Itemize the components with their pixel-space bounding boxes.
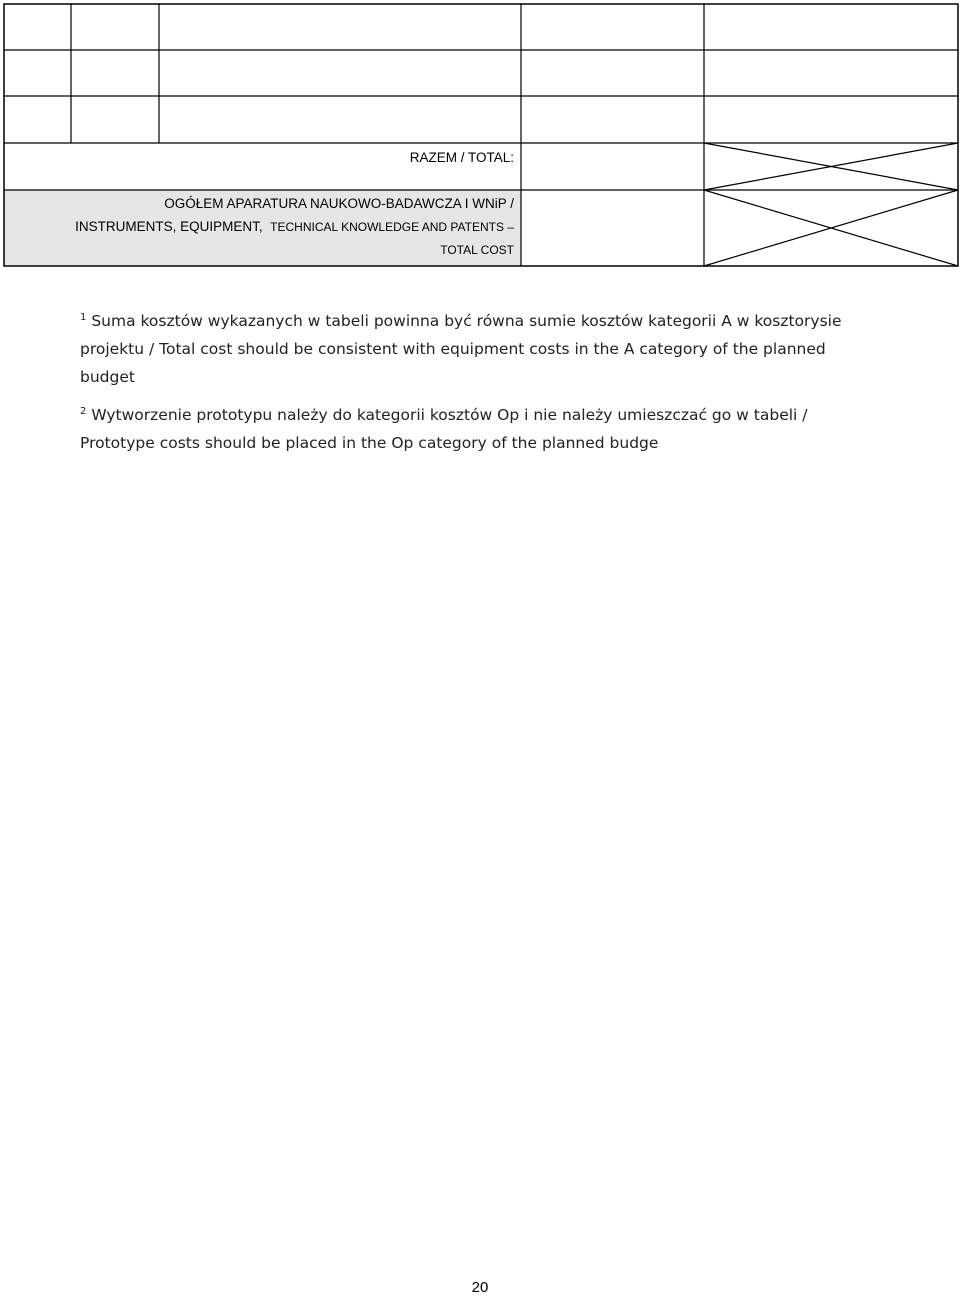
grand-total-label-cell	[8, 192, 514, 262]
footnote-text: Suma kosztów wykazanych w tabeli powinna być równa sumie kosztów kategorii A w kosztorysie projektu / Total cost should be consistent with equipment costs in the A category of the planned budget	[80, 312, 842, 386]
footnote-marker: 1	[80, 311, 87, 323]
footnotes	[80, 307, 870, 467]
cost-table	[0, 0, 960, 270]
page-number: 20	[471, 1279, 489, 1296]
grand-total-line1: OGÓŁEM APARATURA NAUKOWO-BADAWCZA I WNiP /	[164, 196, 514, 211]
footnote-text: Wytworzenie prototypu należy do kategorii kosztów Op i nie należy umieszczać go w tabeli / Prototype costs should be placed in the Op category of the planned budge	[80, 406, 808, 452]
total-label-cell	[160, 146, 514, 169]
footnote-marker: 2	[80, 405, 87, 417]
grand-total-line2a: INSTRUMENTS, EQUIPMENT,	[75, 219, 263, 234]
footnote-1	[80, 307, 870, 391]
grand-total-line2	[8, 215, 514, 239]
grand-total-line2b: TECHNICAL KNOWLEDGE AND PATENTS –	[270, 220, 514, 234]
grand-total-line3: TOTAL COST	[440, 243, 514, 257]
footnote-2	[80, 401, 870, 457]
total-label: RAZEM / TOTAL:	[409, 150, 514, 165]
